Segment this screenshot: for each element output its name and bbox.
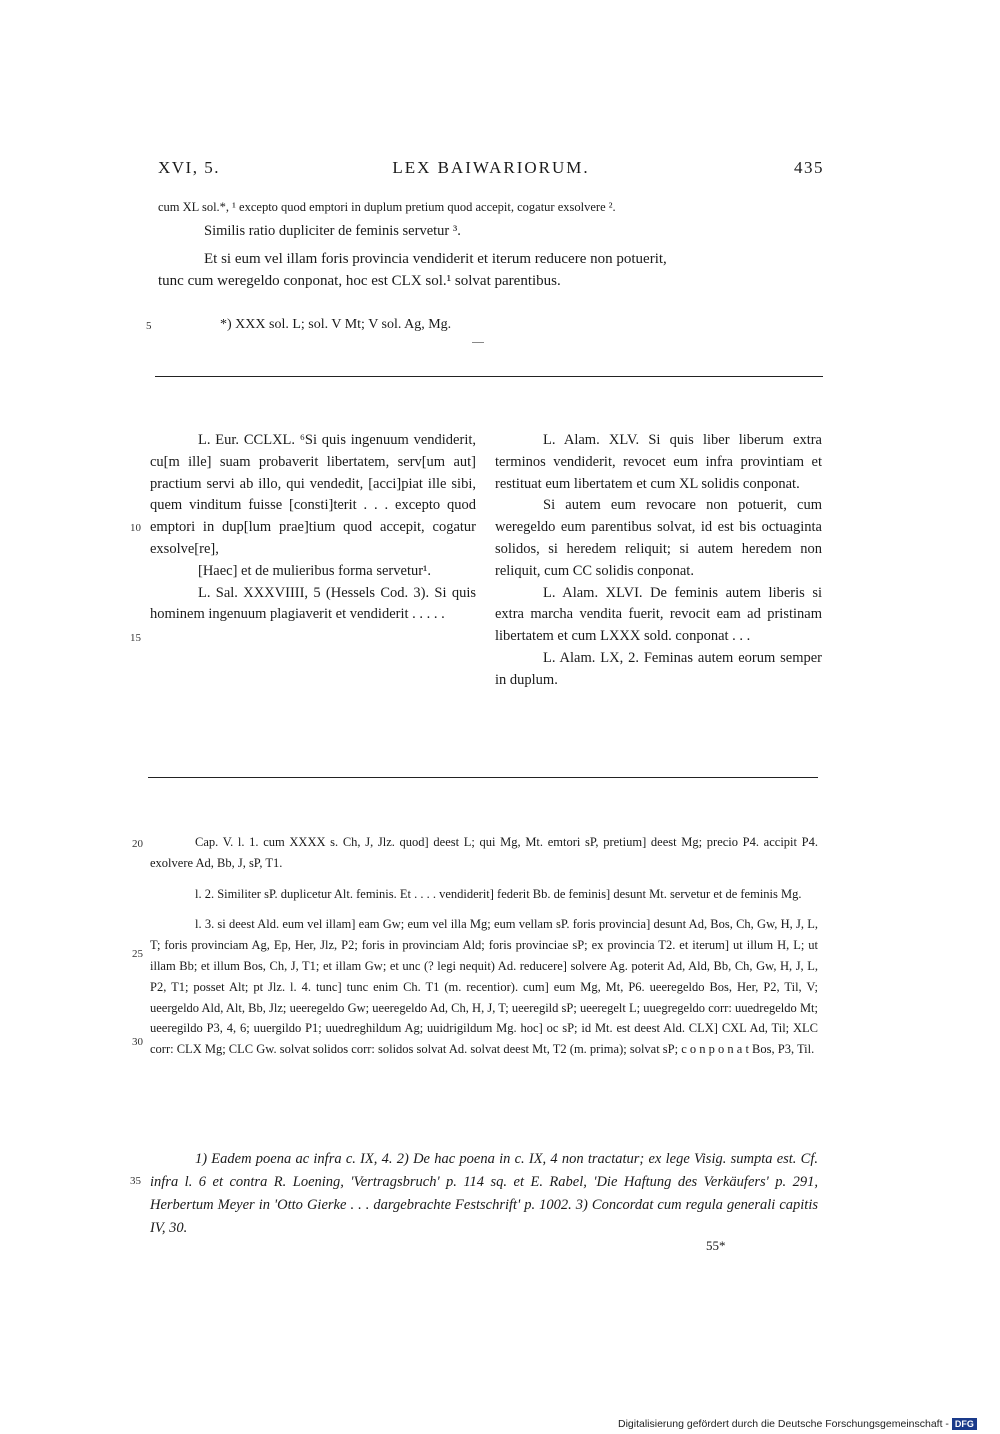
left-column bbox=[150, 430, 476, 626]
line-number-35: 35 bbox=[130, 1175, 141, 1187]
apparatus-line-3: l. 3. si deest Ald. eum vel illam] eam Gw; eum vel illa Mg; eum vellam sP. foris provincia] desunt Ad, Bos, Ch, Gw, H, J, L, T; foris provinciam Ag, Ep, Her, Jlz, P2; foris in provinciam Ald; foris provinciae sP; ex provincia T2. et iterum] ut illum H, L; ut illam Bb; et illum Bos, Ch, J, T1; et illam Gw; et unc (? legi nequit) Ad. reducere] solvere Ag. poterit Ad, Ald, Bb, Ch, Gw, H, J, L, P2, T1; posset Alt; pt Jlz. l. 4. tunc] tunc enim Ch. T1 (m. recentior). cum] eum Mg, Mt, P6. ueeregeldo Bos, Her, P2, Til, V; ueergeldo Ald, Alt, Bb, Jlz; ueeregeldo Gw; ueeregeldo Ad, Ch, H, J, T; ueeregild sP; ueeregelt L; uuegregeldo corr: uuedregeldo Mt; ueeregildo P3, 4, 6; uuergildo P1; uuedreghildum Ag; uuidrigildum Mg. hoc] oc sP; id Mt. est deest Ald. CLX] CXL Ad, Til; XLC corr: CLX Mg; CLC Gw. solvat solidos corr: solidos solvat Ad. solvat deest Mt, T2 (m. prima); solvat sP; c o n p o n a t Bos, P3, Til. bbox=[150, 917, 818, 1057]
running-header bbox=[158, 158, 824, 182]
main-line-2: Similis ratio dupliciter de feminis servetur ³. bbox=[204, 223, 461, 239]
right-column bbox=[495, 430, 822, 692]
line-number-20: 20 bbox=[132, 838, 143, 850]
line-number-5: 5 bbox=[146, 320, 152, 332]
lex-eur-passage: L. Eur. CCLXL. ⁶Si quis ingenuum vendiderit, cu[m ille] suam probaverit libertatem, serv[um aut] practium servi ab illo, qui vendedit, [acci]piat ille sibi, quem vinditum fuisse [consti]terit . . . excepto quod emptori in dup[lum prae]tium quod accepit, cogatur exsolve[re], bbox=[150, 432, 476, 557]
variant-note: *) XXX sol. L; sol. V Mt; V sol. Ag, Mg. bbox=[220, 317, 452, 332]
lex-alam-xlvi: L. Alam. XLVI. De feminis autem liberis si extra marcha vendita fuerit, revocit eam ad pristinam libertatem et cum LXXX sold. conponat . . . bbox=[495, 584, 822, 645]
lex-alam-xlv-cont: Si autem eum revocare non potuerit, cum weregeldo eum parentibus solvat, id est bis octuaginta solidos, si heredem reliquit; si autem heredem non reliquit, cum CC solidis conponat. bbox=[495, 497, 822, 579]
haec-forma-line: [Haec] et de mulieribus forma servetur¹. bbox=[198, 562, 432, 579]
line-number-25: 25 bbox=[132, 948, 143, 960]
section-rule-bottom bbox=[148, 777, 818, 778]
apparatus-line-2: l. 2. Similiter sP. duplicetur Alt. feminis. Et . . . . vendiderit] federit Bb. de feminis] desunt Mt. servetur et de feminis Mg. bbox=[195, 886, 802, 901]
dfg-logo: DFG bbox=[952, 1418, 977, 1430]
line-number-30: 30 bbox=[132, 1036, 143, 1048]
header-section: XVI, 5. bbox=[158, 158, 220, 177]
lex-alam-lx: L. Alam. LX, 2. Feminas autem eorum semper in duplum. bbox=[495, 649, 822, 688]
footer-text: Digitalisierung gefördert durch die Deutsche Forschungsgemeinschaft - bbox=[618, 1418, 949, 1430]
apparatus-line-1: Cap. V. l. 1. cum XXXX s. Ch, J, Jlz. quod] deest L; qui Mg, Mt. emtori sP, pretium] deest Mg; precio P4. accipit P4. exolvere Ad, Bb, J, sP, T1. bbox=[150, 835, 818, 870]
line-number-15: 15 bbox=[130, 632, 141, 644]
section-rule-top bbox=[155, 376, 823, 377]
header-title: LEX BAIWARIORUM. bbox=[392, 158, 590, 177]
critical-apparatus bbox=[150, 832, 818, 1070]
main-line-1: cum XL sol.*, ¹ excepto quod emptori in duplum pretium quod accepit, cogatur exsolvere ². bbox=[158, 200, 616, 214]
short-dash bbox=[472, 342, 484, 343]
footnotes: 1) Eadem poena ac infra c. IX, 4. 2) De hac poena in c. IX, 4 non tractatur; ex lege Visig. sumpta est. Cf. infra l. 6 et contra R. Loening, 'Vertragsbruch' p. 114 sq. et E. Rabel, 'Die Haftung des Verkäufers' p. 291, Herbertum Meyer in 'Otto Gierke . . . dargebrachte Festschrift' p. 1002. 3) Concordat cum regula generali capitis IV, 30. bbox=[150, 1151, 818, 1236]
signature-mark: 55* bbox=[706, 1238, 726, 1253]
lex-alam-xlv: L. Alam. XLV. Si quis liber liberum extra terminos vendiderit, revocet eum infra provintiam et restituat eum libertatem et cum XL solidis conponat. bbox=[495, 432, 822, 492]
lex-sal-passage: L. Sal. XXXVIIII, 5 (Hessels Cod. 3). Si quis hominem ingenuum plagiaverit et vendiderit . . . . . bbox=[150, 584, 476, 623]
line-number-10: 10 bbox=[130, 522, 141, 534]
main-line-4: tunc cum weregeldo conponat, hoc est CLX sol.¹ solvat parentibus. bbox=[158, 273, 561, 289]
page-number: 435 bbox=[794, 158, 824, 177]
main-line-3: Et si eum vel illam foris provincia vendiderit et iterum reducere non potuerit, bbox=[204, 251, 667, 267]
digitization-credit bbox=[618, 1418, 977, 1430]
